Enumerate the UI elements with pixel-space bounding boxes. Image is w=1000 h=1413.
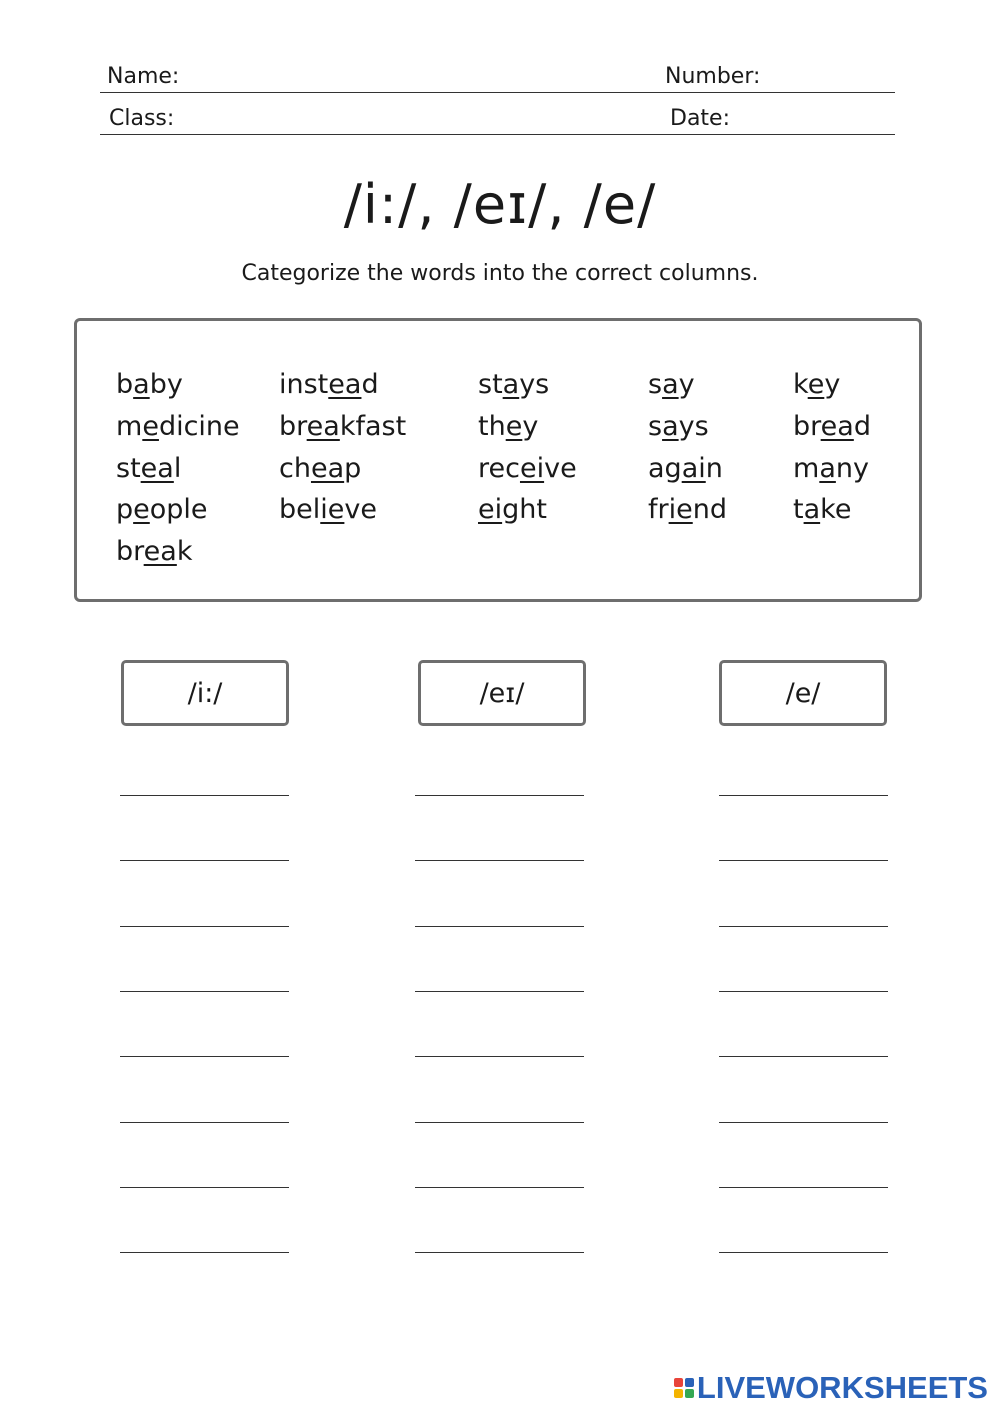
- word-part: d: [361, 369, 379, 400]
- word-vowel-underlined: ea: [306, 411, 340, 442]
- answer-line-i-7[interactable]: [120, 1187, 289, 1188]
- word-break[interactable]: [116, 535, 192, 569]
- word-part: ch: [279, 453, 311, 484]
- answer-line-i-2[interactable]: [120, 860, 289, 861]
- answer-line-ei-6[interactable]: [415, 1122, 584, 1123]
- answer-line-ei-3[interactable]: [415, 926, 584, 927]
- word-part: st: [478, 369, 503, 400]
- word-friend[interactable]: [648, 493, 727, 527]
- word-vowel-underlined: a: [502, 369, 520, 400]
- word-medicine[interactable]: [116, 410, 240, 444]
- word-breakfast[interactable]: [279, 410, 406, 444]
- word-part: fr: [648, 494, 669, 525]
- word-key[interactable]: [793, 368, 840, 402]
- date-label: Date:: [670, 106, 730, 131]
- answer-line-ei-4[interactable]: [415, 991, 584, 992]
- word-vowel-underlined: ie: [668, 494, 693, 525]
- word-part: rec: [478, 453, 520, 484]
- answer-line-e-6[interactable]: [719, 1122, 888, 1123]
- word-part: inst: [279, 369, 329, 400]
- class-line[interactable]: [100, 134, 895, 135]
- word-bread[interactable]: [793, 410, 871, 444]
- word-part: y: [678, 369, 695, 400]
- word-vowel-underlined: a: [133, 369, 150, 400]
- answer-line-e-7[interactable]: [719, 1187, 888, 1188]
- word-part: bel: [279, 494, 321, 525]
- word-vowel-underlined: e: [142, 411, 159, 442]
- word-instead[interactable]: [279, 368, 379, 402]
- word-vowel-underlined: ai: [681, 453, 706, 484]
- instruction-text: Categorize the words into the correct columns.: [241, 261, 759, 286]
- word-part: ght: [502, 494, 547, 525]
- answer-line-e-8[interactable]: [719, 1252, 888, 1253]
- word-vowel-underlined: ie: [320, 494, 345, 525]
- name-line[interactable]: [100, 92, 895, 93]
- answer-line-e-5[interactable]: [719, 1056, 888, 1057]
- column-header-ei: [418, 660, 586, 726]
- word-vowel-underlined: e: [505, 411, 523, 442]
- word-part: nd: [692, 494, 727, 525]
- answer-line-ei-2[interactable]: [415, 860, 584, 861]
- word-vowel-underlined: e: [133, 494, 150, 525]
- word-stays[interactable]: [478, 368, 549, 402]
- word-part: ny: [835, 453, 869, 484]
- answer-line-ei-1[interactable]: [415, 795, 584, 796]
- word-baby[interactable]: [116, 368, 183, 402]
- word-vowel-underlined: ea: [143, 536, 177, 567]
- word-part: kfast: [339, 411, 407, 442]
- word-cheap[interactable]: [279, 452, 361, 486]
- word-people[interactable]: [116, 493, 208, 527]
- word-part: br: [116, 536, 144, 567]
- answer-line-i-1[interactable]: [120, 795, 289, 796]
- word-part: p: [344, 453, 362, 484]
- brand-footer: [674, 1370, 988, 1406]
- word-part: n: [705, 453, 723, 484]
- word-says[interactable]: [648, 410, 709, 444]
- answer-line-ei-5[interactable]: [415, 1056, 584, 1057]
- answer-line-i-3[interactable]: [120, 926, 289, 927]
- answer-line-ei-7[interactable]: [415, 1187, 584, 1188]
- word-vowel-underlined: a: [819, 453, 836, 484]
- word-part: p: [116, 494, 134, 525]
- word-steal[interactable]: [116, 452, 181, 486]
- answer-line-i-5[interactable]: [120, 1056, 289, 1057]
- column-label: /i:/: [187, 677, 223, 709]
- word-vowel-underlined: a: [662, 369, 679, 400]
- word-part: b: [116, 369, 134, 400]
- column-header-e: [719, 660, 887, 726]
- word-part: br: [279, 411, 307, 442]
- answer-line-i-6[interactable]: [120, 1122, 289, 1123]
- word-part: y: [522, 411, 539, 442]
- word-receive[interactable]: [478, 452, 577, 486]
- word-part: d: [853, 411, 871, 442]
- word-part: th: [478, 411, 506, 442]
- name-label: Name:: [107, 64, 180, 89]
- word-take[interactable]: [793, 493, 851, 527]
- word-vowel-underlined: ei: [478, 494, 503, 525]
- word-vowel-underlined: a: [803, 494, 821, 525]
- answer-line-e-3[interactable]: [719, 926, 888, 927]
- word-part: t: [793, 494, 804, 525]
- word-vowel-underlined: ea: [820, 411, 854, 442]
- word-say[interactable]: [648, 368, 695, 402]
- word-part: m: [116, 411, 143, 442]
- word-part: ag: [648, 453, 682, 484]
- word-part: dicine: [158, 411, 240, 442]
- word-part: l: [173, 453, 182, 484]
- word-part: y: [824, 369, 841, 400]
- word-part: by: [149, 369, 183, 400]
- word-part: ys: [678, 411, 709, 442]
- word-part: s: [648, 369, 663, 400]
- word-vowel-underlined: ei: [519, 453, 545, 484]
- word-eight[interactable]: [478, 493, 547, 527]
- page-title: /i:/, /eɪ/, /e/: [343, 173, 657, 236]
- answer-line-e-2[interactable]: [719, 860, 888, 861]
- answer-line-i-4[interactable]: [120, 991, 289, 992]
- word-again[interactable]: [648, 452, 723, 486]
- answer-line-e-1[interactable]: [719, 795, 888, 796]
- class-label: Class:: [109, 106, 175, 131]
- word-vowel-underlined: ea: [140, 453, 174, 484]
- word-part: st: [116, 453, 141, 484]
- word-part: ve: [544, 453, 577, 484]
- word-believe[interactable]: [279, 493, 377, 527]
- word-part: ke: [820, 494, 852, 525]
- word-vowel-underlined: a: [662, 411, 679, 442]
- word-vowel-underlined: e: [807, 369, 825, 400]
- column-header-i: [121, 660, 289, 726]
- word-vowel-underlined: ea: [328, 369, 362, 400]
- word-many[interactable]: [793, 452, 869, 486]
- answer-line-ei-8[interactable]: [415, 1252, 584, 1253]
- column-label: /e/: [785, 677, 821, 709]
- answer-line-i-8[interactable]: [120, 1252, 289, 1253]
- brand-name: LIVEWORKSHEETS: [696, 1370, 988, 1405]
- word-part: k: [793, 369, 808, 400]
- number-label: Number:: [665, 64, 761, 89]
- word-they[interactable]: [478, 410, 538, 444]
- word-part: m: [793, 453, 820, 484]
- word-vowel-underlined: ea: [310, 453, 345, 484]
- column-label: /eɪ/: [479, 677, 525, 709]
- word-part: k: [176, 536, 193, 567]
- word-part: br: [793, 411, 821, 442]
- word-part: ys: [519, 369, 550, 400]
- brand-logo-icon: [674, 1378, 694, 1398]
- answer-line-e-4[interactable]: [719, 991, 888, 992]
- word-part: ople: [149, 494, 208, 525]
- word-part: s: [648, 411, 663, 442]
- word-part: ve: [344, 494, 377, 525]
